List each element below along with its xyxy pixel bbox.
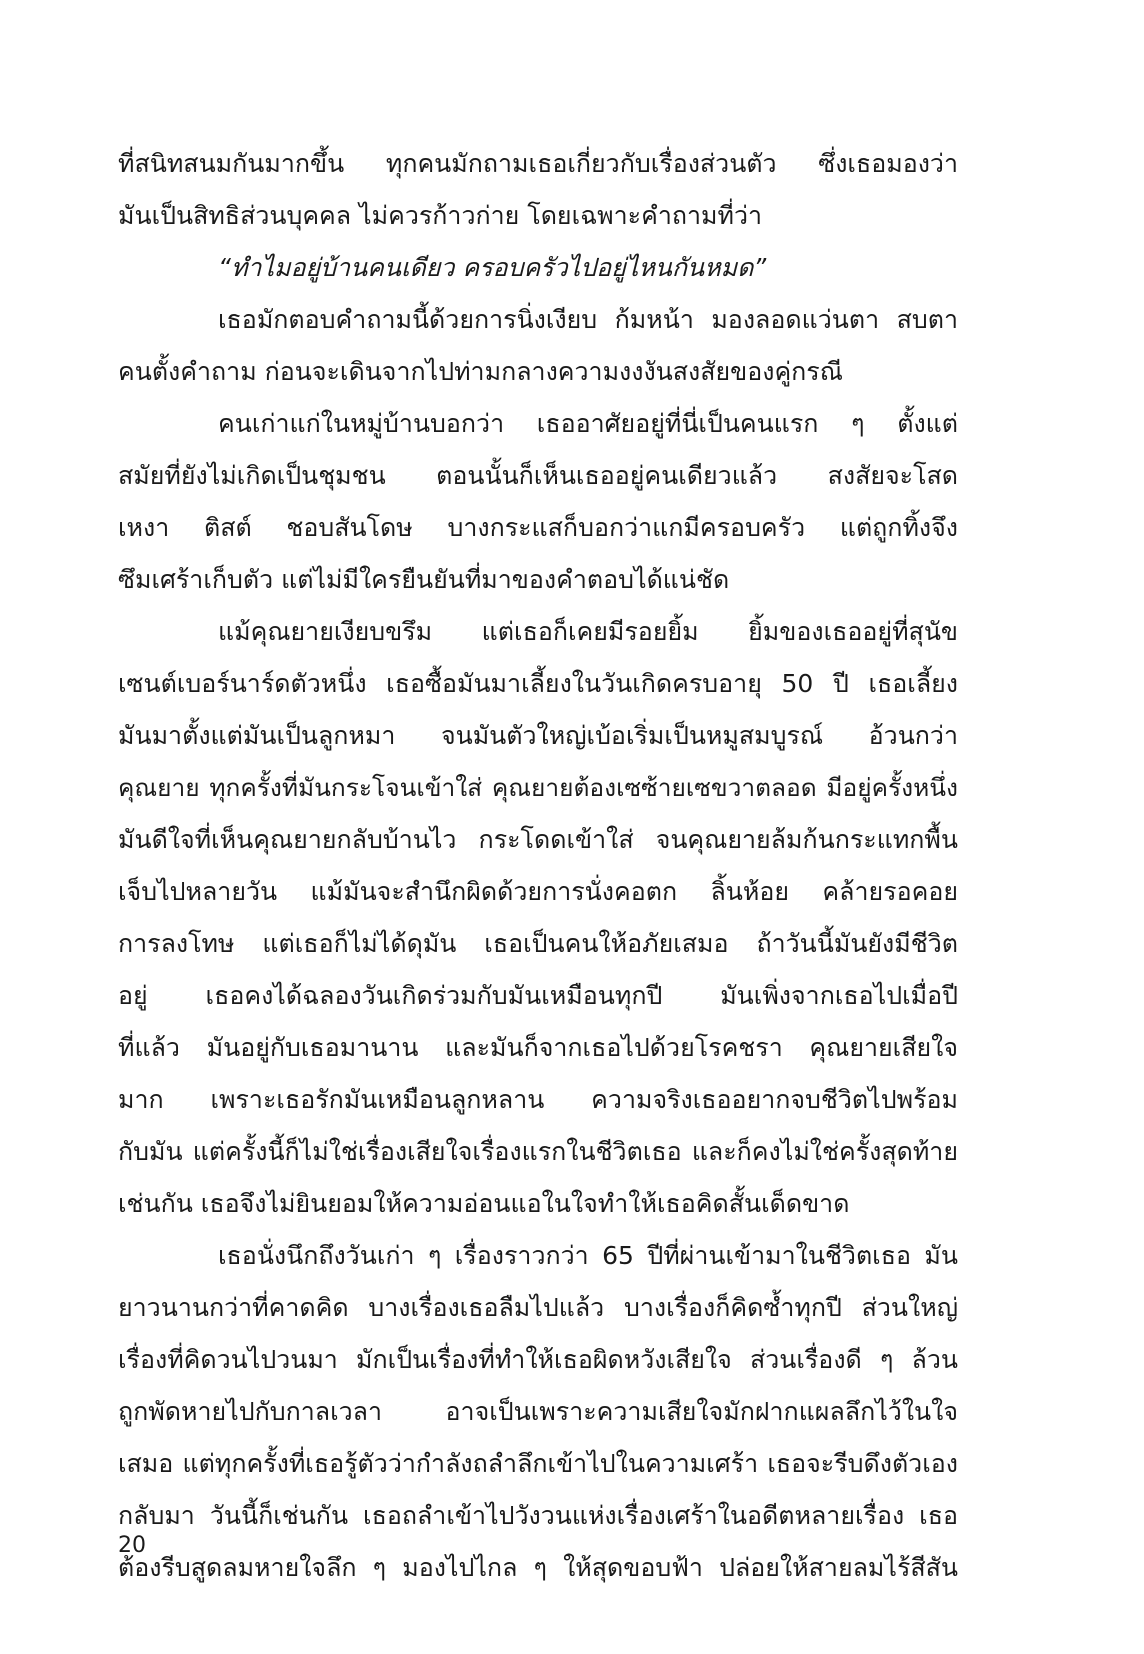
text-line: คนเก่าแก่ในหมู่บ้านบอกว่า เธออาศัยอยู่ที่นี่เป็นคนแรก ๆ ตั้งแต่ [218, 409, 958, 438]
text-line: การลงโทษ แต่เธอก็ไม่ได้ดุมัน เธอเป็นคนให้อภัยเสมอ ถ้าวันนี้มันยังมีชีวิต [118, 929, 958, 958]
body-text [118, 138, 958, 1594]
text-line: เซนต์เบอร์นาร์ดตัวหนึ่ง เธอซื้อมันมาเลี้ยงในวันเกิดครบอายุ 50 ปี เธอเลี้ยง [118, 669, 958, 698]
text-line: ยาวนานกว่าที่คาดคิด บางเรื่องเธอลืมไปแล้ว บางเรื่องก็คิดซ้ำทุกปี ส่วนใหญ่ [118, 1293, 958, 1322]
text-line: ที่สนิทสนมกันมากขึ้น ทุกคนมักถามเธอเกี่ยวกับเรื่องส่วนตัว ซึ่งเธอมองว่า [118, 149, 958, 178]
text-line: แม้คุณยายเงียบขรึม แต่เธอก็เคยมีรอยยิ้ม ยิ้มของเธออยู่ที่สุนัข [218, 617, 958, 646]
text-line: คุณยาย ทุกครั้งที่มันกระโจนเข้าใส่ คุณยายต้องเซซ้ายเซขวาตลอด มีอยู่ครั้งหนึ่ง [118, 773, 958, 802]
text-line: กลับมา วันนี้ก็เช่นกัน เธอถลำเข้าไปวังวนแห่งเรื่องเศร้าในอดีตหลายเรื่อง เธอ [118, 1501, 958, 1530]
text-line: อยู่ เธอคงได้ฉลองวันเกิดร่วมกับมันเหมือนทุกปี มันเพิ่งจากเธอไปเมื่อปี [118, 981, 958, 1010]
text-line: เจ็บไปหลายวัน แม้มันจะสำนึกผิดด้วยการนั่งคอตก ลิ้นห้อย คล้ายรอคอย [118, 877, 958, 906]
text-line: ต้องรีบสูดลมหายใจลึก ๆ มองไปไกล ๆ ให้สุดขอบฟ้า ปล่อยให้สายลมไร้สีสัน [118, 1553, 958, 1582]
text-line: สมัยที่ยังไม่เกิดเป็นชุมชน ตอนนั้นก็เห็นเธออยู่คนเดียวแล้ว สงสัยจะโสด [118, 461, 958, 490]
text-line: มันดีใจที่เห็นคุณยายกลับบ้านไว กระโดดเข้าใส่ จนคุณยายล้มก้นกระแทกพื้น [118, 825, 958, 854]
text-line: มาก เพราะเธอรักมันเหมือนลูกหลาน ความจริงเธออยากจบชีวิตไปพร้อม [118, 1085, 958, 1114]
text-line: ที่แล้ว มันอยู่กับเธอมานาน และมันก็จากเธอไปด้วยโรคชรา คุณยายเสียใจ [118, 1033, 958, 1062]
text-line: กับมัน แต่ครั้งนี้ก็ไม่ใช่เรื่องเสียใจเรื่องแรกในชีวิตเธอ และก็คงไม่ใช่ครั้งสุดท้าย [118, 1137, 958, 1166]
text-line: ถูกพัดหายไปกับกาลเวลา อาจเป็นเพราะความเสียใจมักฝากแผลลึกไว้ในใจ [118, 1397, 958, 1426]
text-line: คนตั้งคำถาม ก่อนจะเดินจากไปท่ามกลางความงงงันสงสัยของคู่กรณี [118, 357, 843, 386]
text-line: มันมาตั้งแต่มันเป็นลูกหมา จนมันตัวใหญ่เบ้อเริ่มเป็นหมูสมบูรณ์ อ้วนกว่า [118, 721, 958, 750]
text-line: “ทำไมอยู่บ้านคนเดียว ครอบครัวไปอยู่ไหนกันหมด” [218, 253, 767, 282]
text-line: เรื่องที่คิดวนไปวนมา มักเป็นเรื่องที่ทำให้เธอผิดหวังเสียใจ ส่วนเรื่องดี ๆ ล้วน [118, 1345, 958, 1374]
text-line: เสมอ แต่ทุกครั้งที่เธอรู้ตัวว่ากำลังถลำลึกเข้าไปในความเศร้า เธอจะรีบดึงตัวเอง [118, 1449, 958, 1478]
text-line: ซึมเศร้าเก็บตัว แต่ไม่มีใครยืนยันที่มาของคำตอบได้แน่ชัด [118, 565, 730, 594]
text-line: เหงา ติสต์ ชอบสันโดษ บางกระแสก็บอกว่าแกมีครอบครัว แต่ถูกทิ้งจึง [118, 513, 958, 542]
text-line: มันเป็นสิทธิส่วนบุคคล ไม่ควรก้าวก่าย โดยเฉพาะคำถามที่ว่า [118, 201, 763, 230]
page-number: 20 [118, 1533, 146, 1558]
text-line: เธอนั่งนึกถึงวันเก่า ๆ เรื่องราวกว่า 65 ปีที่ผ่านเข้ามาในชีวิตเธอ มัน [218, 1241, 958, 1270]
text-line: เธอมักตอบคำถามนี้ด้วยการนิ่งเงียบ ก้มหน้า มองลอดแว่นตา สบตา [218, 305, 958, 334]
text-line: เช่นกัน เธอจึงไม่ยินยอมให้ความอ่อนแอในใจทำให้เธอคิดสั้นเด็ดขาด [118, 1189, 850, 1218]
